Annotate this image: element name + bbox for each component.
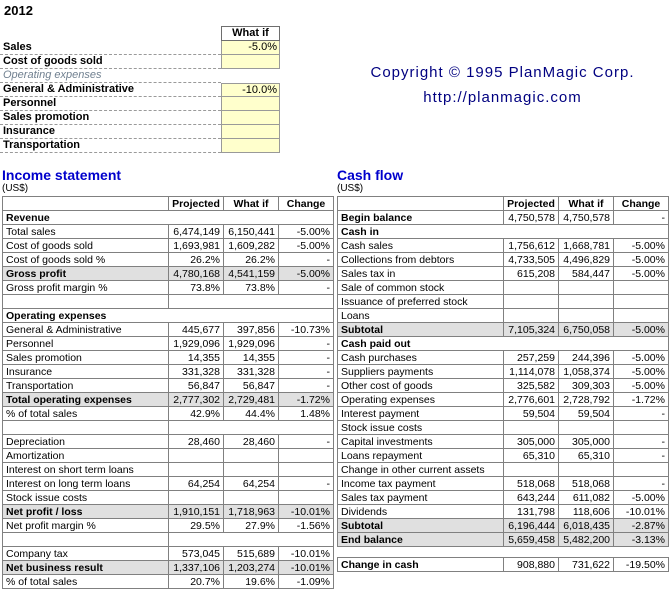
row-label: Transportation <box>3 379 169 393</box>
table-row-other-cost-of-goods <box>338 379 669 393</box>
cell-whatif <box>224 463 279 477</box>
whatif-header-row <box>0 26 280 41</box>
table-row-loans-repayment <box>338 449 669 463</box>
cell-change: -5.00% <box>614 267 669 281</box>
row-label: Cash purchases <box>338 351 504 365</box>
cell-projected: 331,328 <box>169 365 224 379</box>
whatif-input-cost-of-goods-sold[interactable] <box>221 55 280 69</box>
row-label: Change in cash <box>338 558 504 572</box>
cell-projected: 305,000 <box>504 435 559 449</box>
cell-projected: 1,114,078 <box>504 365 559 379</box>
cell-whatif: 6,018,435 <box>559 519 614 533</box>
whatif-row-operating-expenses <box>0 69 280 83</box>
row-label: Cost of goods sold <box>3 239 169 253</box>
row-label: Total sales <box>3 225 169 239</box>
whatif-row-cost-of-goods-sold <box>0 55 280 69</box>
cell-projected: 2,776,601 <box>504 393 559 407</box>
column-header-empty <box>3 197 169 211</box>
cell-change <box>614 309 669 323</box>
cell-whatif: 515,689 <box>224 547 279 561</box>
cell-projected: 20.7% <box>169 575 224 589</box>
row-label: Issuance of preferred stock <box>338 295 504 309</box>
section-label: Cash paid out <box>338 337 669 351</box>
cell-projected <box>169 449 224 463</box>
row-label: Sales promotion <box>3 351 169 365</box>
cell-change: -5.00% <box>614 351 669 365</box>
table-row-total-sales <box>3 225 334 239</box>
cell-change: -10.73% <box>279 323 334 337</box>
spacer-cell <box>169 421 334 435</box>
table-row-net-profit-margin <box>3 519 334 533</box>
row-label: Sale of common stock <box>338 281 504 295</box>
spacer-row <box>3 295 334 309</box>
cell-projected <box>504 421 559 435</box>
cell-change: -5.00% <box>614 323 669 337</box>
column-header-what-if: What if <box>559 197 614 211</box>
cell-change: -10.01% <box>279 547 334 561</box>
row-label: Gross profit <box>3 267 169 281</box>
cell-projected: 2,777,302 <box>169 393 224 407</box>
table-row-dividends <box>338 505 669 519</box>
row-label: Change in other current assets <box>338 463 504 477</box>
table-row-gross-profit-margin <box>3 281 334 295</box>
cell-projected: 73.8% <box>169 281 224 295</box>
row-label: Cash sales <box>338 239 504 253</box>
cell-whatif: 397,856 <box>224 323 279 337</box>
cell-whatif <box>559 309 614 323</box>
cell-whatif: 2,729,481 <box>224 393 279 407</box>
subtotal-row-total-operating-expenses <box>3 393 334 407</box>
cell-whatif: 1,929,096 <box>224 337 279 351</box>
subtotal-row-net-business-result <box>3 561 334 575</box>
whatif-row-label: General & Administrative <box>0 83 221 97</box>
section-label: Cash in <box>338 225 669 239</box>
subtotal-row-subtotal <box>338 323 669 337</box>
cell-projected: 64,254 <box>169 477 224 491</box>
whatif-input-sales-promotion[interactable] <box>221 111 280 125</box>
row-label: Suppliers payments <box>338 365 504 379</box>
page-title-year: 2012 <box>4 3 33 18</box>
cell-change: -5.00% <box>614 253 669 267</box>
cell-whatif: 26.2% <box>224 253 279 267</box>
cell-change <box>279 491 334 505</box>
row-label: Stock issue costs <box>3 491 169 505</box>
cell-change: -5.00% <box>279 267 334 281</box>
cell-change: - <box>279 337 334 351</box>
row-label: Subtotal <box>338 323 504 337</box>
row-label: Loans <box>338 309 504 323</box>
cash-flow-section <box>337 168 669 572</box>
row-label: Personnel <box>3 337 169 351</box>
table-row-operating-expenses <box>338 393 669 407</box>
row-label: Net profit / loss <box>3 505 169 519</box>
cell-change: -5.00% <box>614 365 669 379</box>
cell-projected: 131,798 <box>504 505 559 519</box>
row-label: Cost of goods sold % <box>3 253 169 267</box>
cell-whatif <box>224 449 279 463</box>
row-label: Company tax <box>3 547 169 561</box>
cell-whatif: 1,058,374 <box>559 365 614 379</box>
row-label: Stock issue costs <box>338 421 504 435</box>
table-row-sales-tax-payment <box>338 491 669 505</box>
row-label: Net business result <box>3 561 169 575</box>
whatif-input-transportation[interactable] <box>221 139 280 153</box>
row-label: General & Administrative <box>3 323 169 337</box>
row-label: Dividends <box>338 505 504 519</box>
table-row-company-tax <box>3 547 334 561</box>
cell-change <box>614 295 669 309</box>
cell-projected <box>504 295 559 309</box>
cell-whatif: 244,396 <box>559 351 614 365</box>
section-row-cash-in <box>338 225 669 239</box>
cell-whatif: 6,750,058 <box>559 323 614 337</box>
cell-whatif: 14,355 <box>224 351 279 365</box>
cell-projected: 7,105,324 <box>504 323 559 337</box>
change-in-cash-table <box>337 557 669 572</box>
table-row-insurance <box>3 365 334 379</box>
whatif-input-sales[interactable]: -5.0% <box>221 41 280 55</box>
whatif-row-label: Insurance <box>0 125 221 139</box>
whatif-row-general-administrative <box>0 83 280 97</box>
cell-projected: 59,504 <box>504 407 559 421</box>
cell-change: - <box>279 351 334 365</box>
column-header-row <box>3 197 334 211</box>
cell-projected: 1,756,612 <box>504 239 559 253</box>
copyright-url[interactable]: http://planmagic.com <box>423 89 582 106</box>
table-row-stock-issue-costs <box>3 491 334 505</box>
cell-projected: 573,045 <box>169 547 224 561</box>
cell-change: - <box>279 365 334 379</box>
cell-whatif <box>559 281 614 295</box>
total-row-begin-balance <box>338 211 669 225</box>
cell-change: -10.01% <box>614 505 669 519</box>
row-label: Amortization <box>3 449 169 463</box>
cell-change: -5.00% <box>614 239 669 253</box>
cell-projected: 4,750,578 <box>504 211 559 225</box>
cell-whatif: 27.9% <box>224 519 279 533</box>
cell-whatif: 4,750,578 <box>559 211 614 225</box>
table-row-cost-of-goods-sold <box>3 253 334 267</box>
cell-projected: 1,337,106 <box>169 561 224 575</box>
row-label: Insurance <box>3 365 169 379</box>
cell-change: - <box>279 477 334 491</box>
whatif-input-personnel[interactable] <box>221 97 280 111</box>
spacer-cell <box>169 533 334 547</box>
cell-change: - <box>614 477 669 491</box>
cell-whatif: 1,718,963 <box>224 505 279 519</box>
table-row-transportation <box>3 379 334 393</box>
cell-change: -3.13% <box>614 533 669 547</box>
table-row-of-total-sales <box>3 575 334 589</box>
cell-whatif <box>224 491 279 505</box>
cell-change: - <box>279 379 334 393</box>
table-row-personnel <box>3 337 334 351</box>
cell-change: 1.48% <box>279 407 334 421</box>
spacer-cell <box>3 295 169 309</box>
cell-change: - <box>279 281 334 295</box>
cell-change <box>279 463 334 477</box>
column-header-what-if: What if <box>224 197 279 211</box>
subtotal-row-gross-profit <box>3 267 334 281</box>
whatif-input-insurance[interactable] <box>221 125 280 139</box>
cell-whatif: 1,668,781 <box>559 239 614 253</box>
spacer-row <box>3 421 334 435</box>
section-label: Operating expenses <box>3 309 334 323</box>
cell-projected: 4,780,168 <box>169 267 224 281</box>
spacer-row <box>3 533 334 547</box>
spacer-cell <box>3 533 169 547</box>
cell-whatif: 2,728,792 <box>559 393 614 407</box>
row-label: Sales tax payment <box>338 491 504 505</box>
cash-flow-currency: (US$) <box>337 183 364 194</box>
cell-change: -1.56% <box>279 519 334 533</box>
cell-change: - <box>279 253 334 267</box>
cell-whatif: 65,310 <box>559 449 614 463</box>
row-label: Capital investments <box>338 435 504 449</box>
table-row-interest-payment <box>338 407 669 421</box>
cell-whatif: 584,447 <box>559 267 614 281</box>
whatif-row-sales <box>0 41 280 55</box>
cell-projected: 42.9% <box>169 407 224 421</box>
cell-whatif: 309,303 <box>559 379 614 393</box>
cell-whatif: 731,622 <box>559 558 614 572</box>
cell-whatif: 5,482,200 <box>559 533 614 547</box>
section-label: Revenue <box>3 211 334 225</box>
row-label: Depreciation <box>3 435 169 449</box>
row-label: % of total sales <box>3 407 169 421</box>
column-header-projected: Projected <box>504 197 559 211</box>
cell-whatif: 518,068 <box>559 477 614 491</box>
whatif-row-label: Operating expenses <box>0 69 221 83</box>
whatif-row-label: Transportation <box>0 139 221 153</box>
whatif-row-insurance <box>0 125 280 139</box>
cell-projected <box>169 463 224 477</box>
subtotal-row-end-balance <box>338 533 669 547</box>
row-label: Income tax payment <box>338 477 504 491</box>
cell-change: - <box>614 435 669 449</box>
column-header-projected: Projected <box>169 197 224 211</box>
table-row-sales-tax-in <box>338 267 669 281</box>
row-label: Net profit margin % <box>3 519 169 533</box>
cell-projected: 615,208 <box>504 267 559 281</box>
cell-projected: 1,693,981 <box>169 239 224 253</box>
cell-projected: 14,355 <box>169 351 224 365</box>
whatif-row-sales-promotion <box>0 111 280 125</box>
row-label: Interest on long term loans <box>3 477 169 491</box>
table-row-loans <box>338 309 669 323</box>
cell-whatif <box>559 463 614 477</box>
cell-whatif: 1,609,282 <box>224 239 279 253</box>
cell-whatif: 6,150,441 <box>224 225 279 239</box>
cell-whatif: 1,203,274 <box>224 561 279 575</box>
cell-projected: 445,677 <box>169 323 224 337</box>
row-label: Sales tax in <box>338 267 504 281</box>
cell-whatif: 64,254 <box>224 477 279 491</box>
row-label: Interest on short term loans <box>3 463 169 477</box>
whatif-row-personnel <box>0 97 280 111</box>
income-statement-title: Income statement <box>2 167 122 183</box>
whatif-row-label: Sales promotion <box>0 111 221 125</box>
section-row-operating-expenses <box>3 309 334 323</box>
whatif-input-panel <box>0 26 280 153</box>
cell-projected: 5,659,458 <box>504 533 559 547</box>
cell-whatif: 4,496,829 <box>559 253 614 267</box>
table-row-capital-investments <box>338 435 669 449</box>
cell-change: -1.09% <box>279 575 334 589</box>
cell-change: -10.01% <box>279 561 334 575</box>
cell-projected: 26.2% <box>169 253 224 267</box>
column-header-row <box>338 197 669 211</box>
copyright-text: Copyright © 1995 PlanMagic Corp. <box>370 64 635 81</box>
spacer-cell <box>169 295 334 309</box>
cell-change: -1.72% <box>279 393 334 407</box>
row-label: Begin balance <box>338 211 504 225</box>
cell-change <box>279 449 334 463</box>
cell-change: -19.50% <box>614 558 669 572</box>
cell-projected: 518,068 <box>504 477 559 491</box>
table-row-collections-from-debtors <box>338 253 669 267</box>
row-label: Gross profit margin % <box>3 281 169 295</box>
table-row-interest-on-long-term-loans <box>3 477 334 491</box>
income-statement-currency: (US$) <box>2 183 29 194</box>
cell-projected: 6,474,149 <box>169 225 224 239</box>
table-row-sales-promotion <box>3 351 334 365</box>
whatif-cell-empty <box>221 69 280 83</box>
table-row-suppliers-payments <box>338 365 669 379</box>
cell-whatif: 73.8% <box>224 281 279 295</box>
cell-projected: 1,910,151 <box>169 505 224 519</box>
cell-whatif <box>559 295 614 309</box>
cell-projected <box>504 463 559 477</box>
cell-projected: 1,929,096 <box>169 337 224 351</box>
row-label: Interest payment <box>338 407 504 421</box>
cell-whatif: 44.4% <box>224 407 279 421</box>
subtotal-row-net-profit-loss <box>3 505 334 519</box>
row-label: Subtotal <box>338 519 504 533</box>
column-header-change: Change <box>614 197 669 211</box>
whatif-header-spacer <box>0 26 221 41</box>
row-label: Collections from debtors <box>338 253 504 267</box>
table-row-stock-issue-costs <box>338 421 669 435</box>
cell-projected <box>169 491 224 505</box>
subtotal-row-subtotal <box>338 519 669 533</box>
cell-projected: 65,310 <box>504 449 559 463</box>
cell-projected: 28,460 <box>169 435 224 449</box>
whatif-row-label: Personnel <box>0 97 221 111</box>
table-row-income-tax-payment <box>338 477 669 491</box>
cell-whatif: 19.6% <box>224 575 279 589</box>
cell-change <box>614 421 669 435</box>
whatif-input-general-administrative[interactable]: -10.0% <box>221 83 280 97</box>
cell-change: -10.01% <box>279 505 334 519</box>
copyright-block <box>335 60 670 110</box>
table-row-interest-on-short-term-loans <box>3 463 334 477</box>
cell-projected: 6,196,444 <box>504 519 559 533</box>
cell-projected: 56,847 <box>169 379 224 393</box>
cell-whatif: 331,328 <box>224 365 279 379</box>
cash-flow-table <box>337 196 669 547</box>
table-row-depreciation <box>3 435 334 449</box>
table-row-sale-of-common-stock <box>338 281 669 295</box>
table-row-change-in-other-current-assets <box>338 463 669 477</box>
table-row-cash-sales <box>338 239 669 253</box>
cell-projected: 4,733,505 <box>504 253 559 267</box>
cell-whatif <box>559 421 614 435</box>
table-row-general-administrative <box>3 323 334 337</box>
cell-projected: 643,244 <box>504 491 559 505</box>
cell-change: -2.87% <box>614 519 669 533</box>
whatif-row-transportation <box>0 139 280 153</box>
cash-flow-title: Cash flow <box>337 167 404 183</box>
whatif-column-header: What if <box>221 26 280 41</box>
cell-projected: 908,880 <box>504 558 559 572</box>
cell-whatif: 118,606 <box>559 505 614 519</box>
cell-change: - <box>614 449 669 463</box>
row-label: Total operating expenses <box>3 393 169 407</box>
total-row-change-in-cash <box>338 558 669 572</box>
cell-whatif: 28,460 <box>224 435 279 449</box>
income-statement-table <box>2 196 334 589</box>
cell-change: -5.00% <box>279 239 334 253</box>
cell-projected <box>504 281 559 295</box>
cell-whatif: 4,541,159 <box>224 267 279 281</box>
cell-whatif: 56,847 <box>224 379 279 393</box>
cell-change <box>614 281 669 295</box>
cell-projected: 325,582 <box>504 379 559 393</box>
row-label: % of total sales <box>3 575 169 589</box>
table-row-amortization <box>3 449 334 463</box>
cell-change: - <box>614 407 669 421</box>
row-label: End balance <box>338 533 504 547</box>
table-row-cash-purchases <box>338 351 669 365</box>
cell-projected: 257,259 <box>504 351 559 365</box>
row-label: Loans repayment <box>338 449 504 463</box>
cell-change: -5.00% <box>614 491 669 505</box>
cell-change: -5.00% <box>279 225 334 239</box>
cell-change: -5.00% <box>614 379 669 393</box>
row-label: Operating expenses <box>338 393 504 407</box>
table-row-cost-of-goods-sold <box>3 239 334 253</box>
income-statement-section <box>2 168 334 589</box>
cell-change: -1.72% <box>614 393 669 407</box>
table-row-issuance-of-preferred-stock <box>338 295 669 309</box>
spacer-cell <box>3 421 169 435</box>
cell-whatif: 305,000 <box>559 435 614 449</box>
whatif-row-label: Cost of goods sold <box>0 55 221 69</box>
cell-change: - <box>279 435 334 449</box>
section-row-revenue <box>3 211 334 225</box>
section-row-cash-paid-out <box>338 337 669 351</box>
column-header-change: Change <box>279 197 334 211</box>
cell-change: - <box>614 211 669 225</box>
whatif-row-label: Sales <box>0 41 221 55</box>
table-row-of-total-sales <box>3 407 334 421</box>
cell-whatif: 59,504 <box>559 407 614 421</box>
cell-projected <box>504 309 559 323</box>
cell-change <box>614 463 669 477</box>
column-header-empty <box>338 197 504 211</box>
cell-projected: 29.5% <box>169 519 224 533</box>
cell-whatif: 611,082 <box>559 491 614 505</box>
row-label: Other cost of goods <box>338 379 504 393</box>
